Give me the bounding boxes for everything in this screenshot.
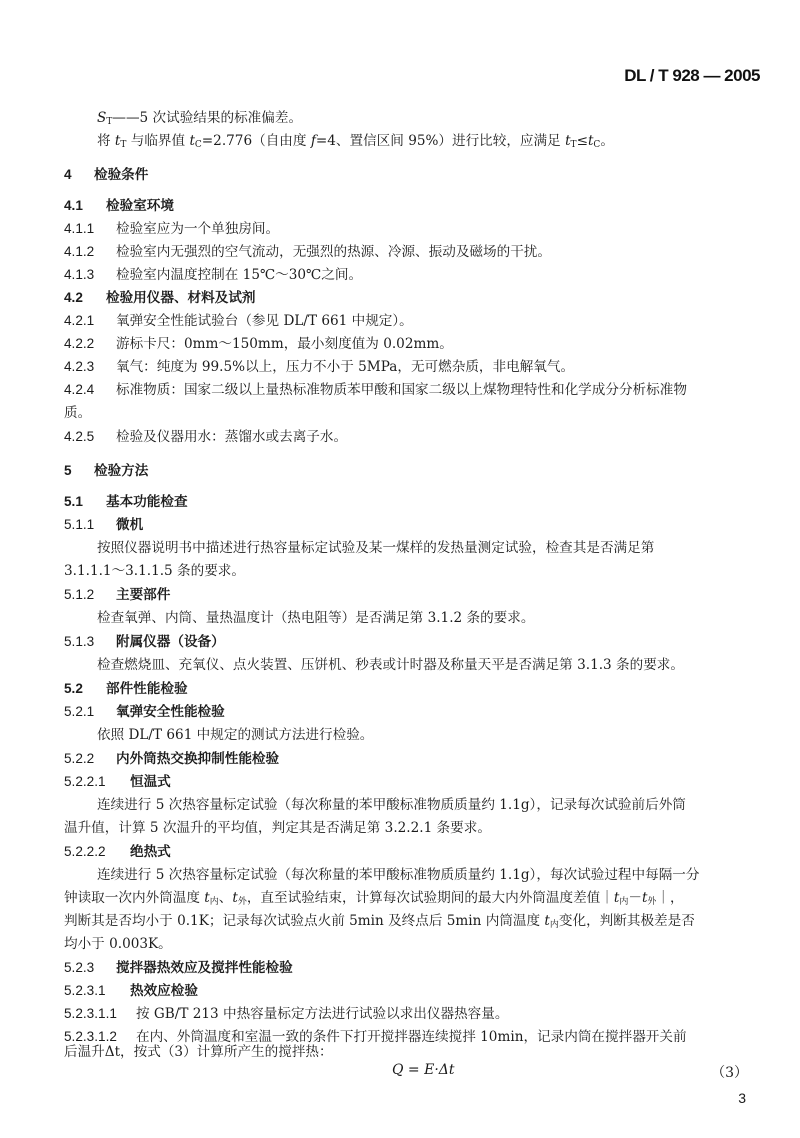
clause-text: 检验室应为一个单独房间。 [116,221,280,237]
sub: T [120,140,127,150]
clause-title: 主要部件 [116,587,171,603]
text: =2.776（自由度 [201,133,311,149]
section-title: 检验方法 [94,463,149,479]
clause-text: 在内、外筒温度和室温一致的条件下打开搅拌器连续搅拌 10min，记录内筒在搅拌器开关前 [136,1029,687,1045]
section-5-heading [64,461,148,481]
equation-3: Q = E·Δt [392,1062,455,1078]
section-number: 4.1 [64,198,83,213]
section-title: 检验条件 [94,167,149,183]
var-t: t [587,133,594,149]
clause-number: 4.1.3 [64,267,95,282]
clause-number: 5.2.2 [64,751,95,766]
sub: C [194,140,202,150]
clause-5-2-2-2-line4: 均小于 0.003K。 [64,936,172,952]
clause-4-2-5 [64,427,347,447]
section-number: 5 [64,463,72,478]
var-t: t [565,133,571,149]
clause-4-1-1 [64,219,279,239]
variable-definition-st [97,108,302,132]
clause-5-2-1-body: 依照 DL/T 661 中规定的测试方法进行检验。 [97,727,374,743]
section-title: 检验用仪器、材料及试剂 [106,290,256,306]
sub-inner: 内 [619,897,629,907]
text: =4、置信区间 95%）进行比较，应满足 [315,133,566,149]
clause-5-2-2-1-heading [64,772,171,792]
clause-text: 氧弹安全性能试验台（参见 DL/T 661 中规定）。 [116,313,413,329]
section-5-2-heading [64,679,188,699]
clause-text: 检验室内温度控制在 15℃～30℃之间。 [116,267,363,283]
clause-number: 4.2.2 [64,336,95,351]
section-title: 检验室环境 [106,198,174,214]
comparison-statement [97,131,614,155]
clause-number: 4.2.4 [64,382,95,397]
clause-number: 5.2.3.1.2 [64,1029,117,1044]
clause-text: 游标卡尺：0mm～150mm，最小刻度值为 0.02mm。 [116,336,453,352]
text: ，直至试验结束，计算每次试验期间的最大内外筒温度差值｜ [246,890,614,906]
section-title: 基本功能检查 [106,494,188,510]
text: ｜， [656,890,684,906]
sub-t: T [106,117,113,127]
section-5-1-heading [64,492,188,512]
sub-inner: 内 [209,897,219,907]
sub-outer: 外 [237,897,247,907]
clause-5-1-2-heading [64,585,170,605]
clause-number: 5.1.1 [64,517,95,532]
clause-title: 绝热式 [130,844,171,860]
sub: T [570,140,577,150]
sub-outer: 外 [647,897,657,907]
section-number: 5.1 [64,494,83,509]
clause-5-1-1-body: 按照仪器说明书中描述进行热容量标定试验及某一煤样的发热量测定试验，检查其是否满足第 [97,540,655,556]
clause-4-2-1 [64,311,413,331]
clause-4-2-4-continuation: 质。 [64,405,92,421]
clause-5-2-2-2-heading [64,842,171,862]
clause-number: 5.1.2 [64,587,95,602]
clause-5-2-2-2-line2 [64,888,684,912]
clause-5-1-2-body: 检查氧弹、内筒、量热温度计（热电阻等）是否满足第 3.1.2 条的要求。 [97,610,535,626]
var-t: t [189,133,195,149]
clause-number: 5.2.3 [64,960,95,975]
clause-text: 按 GB/T 213 中热容量标定方法进行试验以求出仪器热容量。 [136,1006,509,1022]
clause-number: 5.2.3.1 [64,983,106,998]
var-t: t [204,890,210,906]
text: 将 [97,133,115,149]
section-number: 5.2 [64,681,83,696]
clause-title: 微机 [116,517,144,533]
section-number: 4 [64,167,72,182]
clause-5-1-3-heading [64,632,225,652]
page-number: 3 [738,1090,746,1106]
clause-number: 5.2.2.2 [64,844,106,859]
clause-number: 5.1.3 [64,634,95,649]
clause-title: 搅拌器热效应及搅拌性能检验 [116,960,293,976]
var-t: t [232,890,238,906]
text: 变化，判断其极差是否 [558,913,695,929]
clause-5-2-1-heading [64,702,225,722]
section-number: 4.2 [64,290,83,305]
clause-number: 4.1.2 [64,244,95,259]
clause-number: 4.1.1 [64,221,95,236]
clause-4-2-2 [64,334,453,354]
clause-text: 氧气：纯度为 99.5%以上，压力不小于 5MPa，无可燃杂质，非电解氧气。 [116,359,575,375]
document-code: DL / T 928 — 2005 [624,66,760,85]
clause-5-2-2-1-body: 连续进行 5 次热容量标定试验（每次称量的苯甲酸标准物质质量约 1.1g），记录每次试验前后外筒 [97,797,686,813]
sub: C [593,140,601,150]
clause-title: 热效应检验 [130,983,198,999]
clause-5-2-3-heading [64,958,293,978]
definition-text: ——5 次试验结果的标准偏差。 [112,110,303,126]
clause-text: 检验室内无强烈的空气流动，无强烈的热源、冷源、振动及磁场的干扰。 [116,244,551,260]
var-f: f [310,133,316,149]
text: 。 [600,133,614,149]
clause-5-2-2-2-line3 [64,911,695,935]
equation-number: （3） [711,1065,748,1081]
clause-text: 检验及仪器用水：蒸馏水或去离子水。 [116,429,348,445]
clause-number: 5.2.2.1 [64,774,106,789]
clause-number: 4.2.3 [64,359,95,374]
clause-4-1-3 [64,265,362,285]
sub-inner: 内 [549,920,559,930]
text: 钟读取一次内外筒温度 [64,890,205,906]
var-t: t [613,890,620,906]
section-4-1-heading [64,196,174,216]
clause-number: 5.2.3.1.1 [64,1006,117,1021]
clause-4-2-4 [64,380,687,400]
text: 与临界值 [126,133,190,149]
clause-text: 标准物质：国家二级以上量热标准物质苯甲酸和国家二级以上煤物理特性和化学成分分析标准物 [116,382,687,398]
var-t: t [114,133,121,149]
clause-5-2-3-1-1 [64,1004,508,1024]
var-t: t [641,890,648,906]
text: 、 [218,890,233,906]
clause-4-1-2 [64,242,551,262]
clause-5-2-2-heading [64,749,279,769]
section-title: 部件性能检验 [106,681,188,697]
clause-5-2-2-1-continuation: 温升值，计算 5 次温升的平均值，判定其是否满足第 3.2.2.1 条要求。 [64,820,491,836]
var-t: t [544,913,550,929]
clause-title: 氧弹安全性能检验 [116,704,225,720]
clause-number: 5.2.1 [64,704,95,719]
clause-title: 内外筒热交换抑制性能检验 [116,751,280,767]
clause-5-2-3-1-heading [64,981,198,1001]
clause-title: 附属仪器（设备） [116,634,225,650]
text: 判断其是否均小于 0.1K；记录每次试验点火前 5min 及终点后 5min 内筒温度 [64,913,545,929]
section-4-2-heading [64,288,256,308]
clause-5-1-3-body: 检查燃烧皿、充氧仪、点火装置、压饼机、秒表或计时器及称量天平是否满足第 3.1.3 条的要求。 [97,657,684,673]
var-s: S [97,110,107,126]
clause-title: 恒温式 [130,774,171,790]
section-4-heading [64,165,148,185]
le-symbol: ≤ [576,133,588,149]
clause-5-1-1-heading [64,515,143,535]
clause-5-2-3-1-2-continuation: 后温升Δt，按式（3）计算所产生的搅拌热： [64,1044,333,1060]
clause-5-2-2-2-body: 连续进行 5 次热容量标定试验（每次称量的苯甲酸标准物质质量约 1.1g），每次试验过程中每隔一分 [97,867,700,883]
clause-5-1-1-continuation: 3.1.1.1～3.1.1.5 条的要求。 [64,563,245,579]
clause-number: 4.2.1 [64,313,95,328]
clause-4-2-3 [64,357,574,377]
minus: － [628,890,642,906]
clause-number: 4.2.5 [64,429,95,444]
